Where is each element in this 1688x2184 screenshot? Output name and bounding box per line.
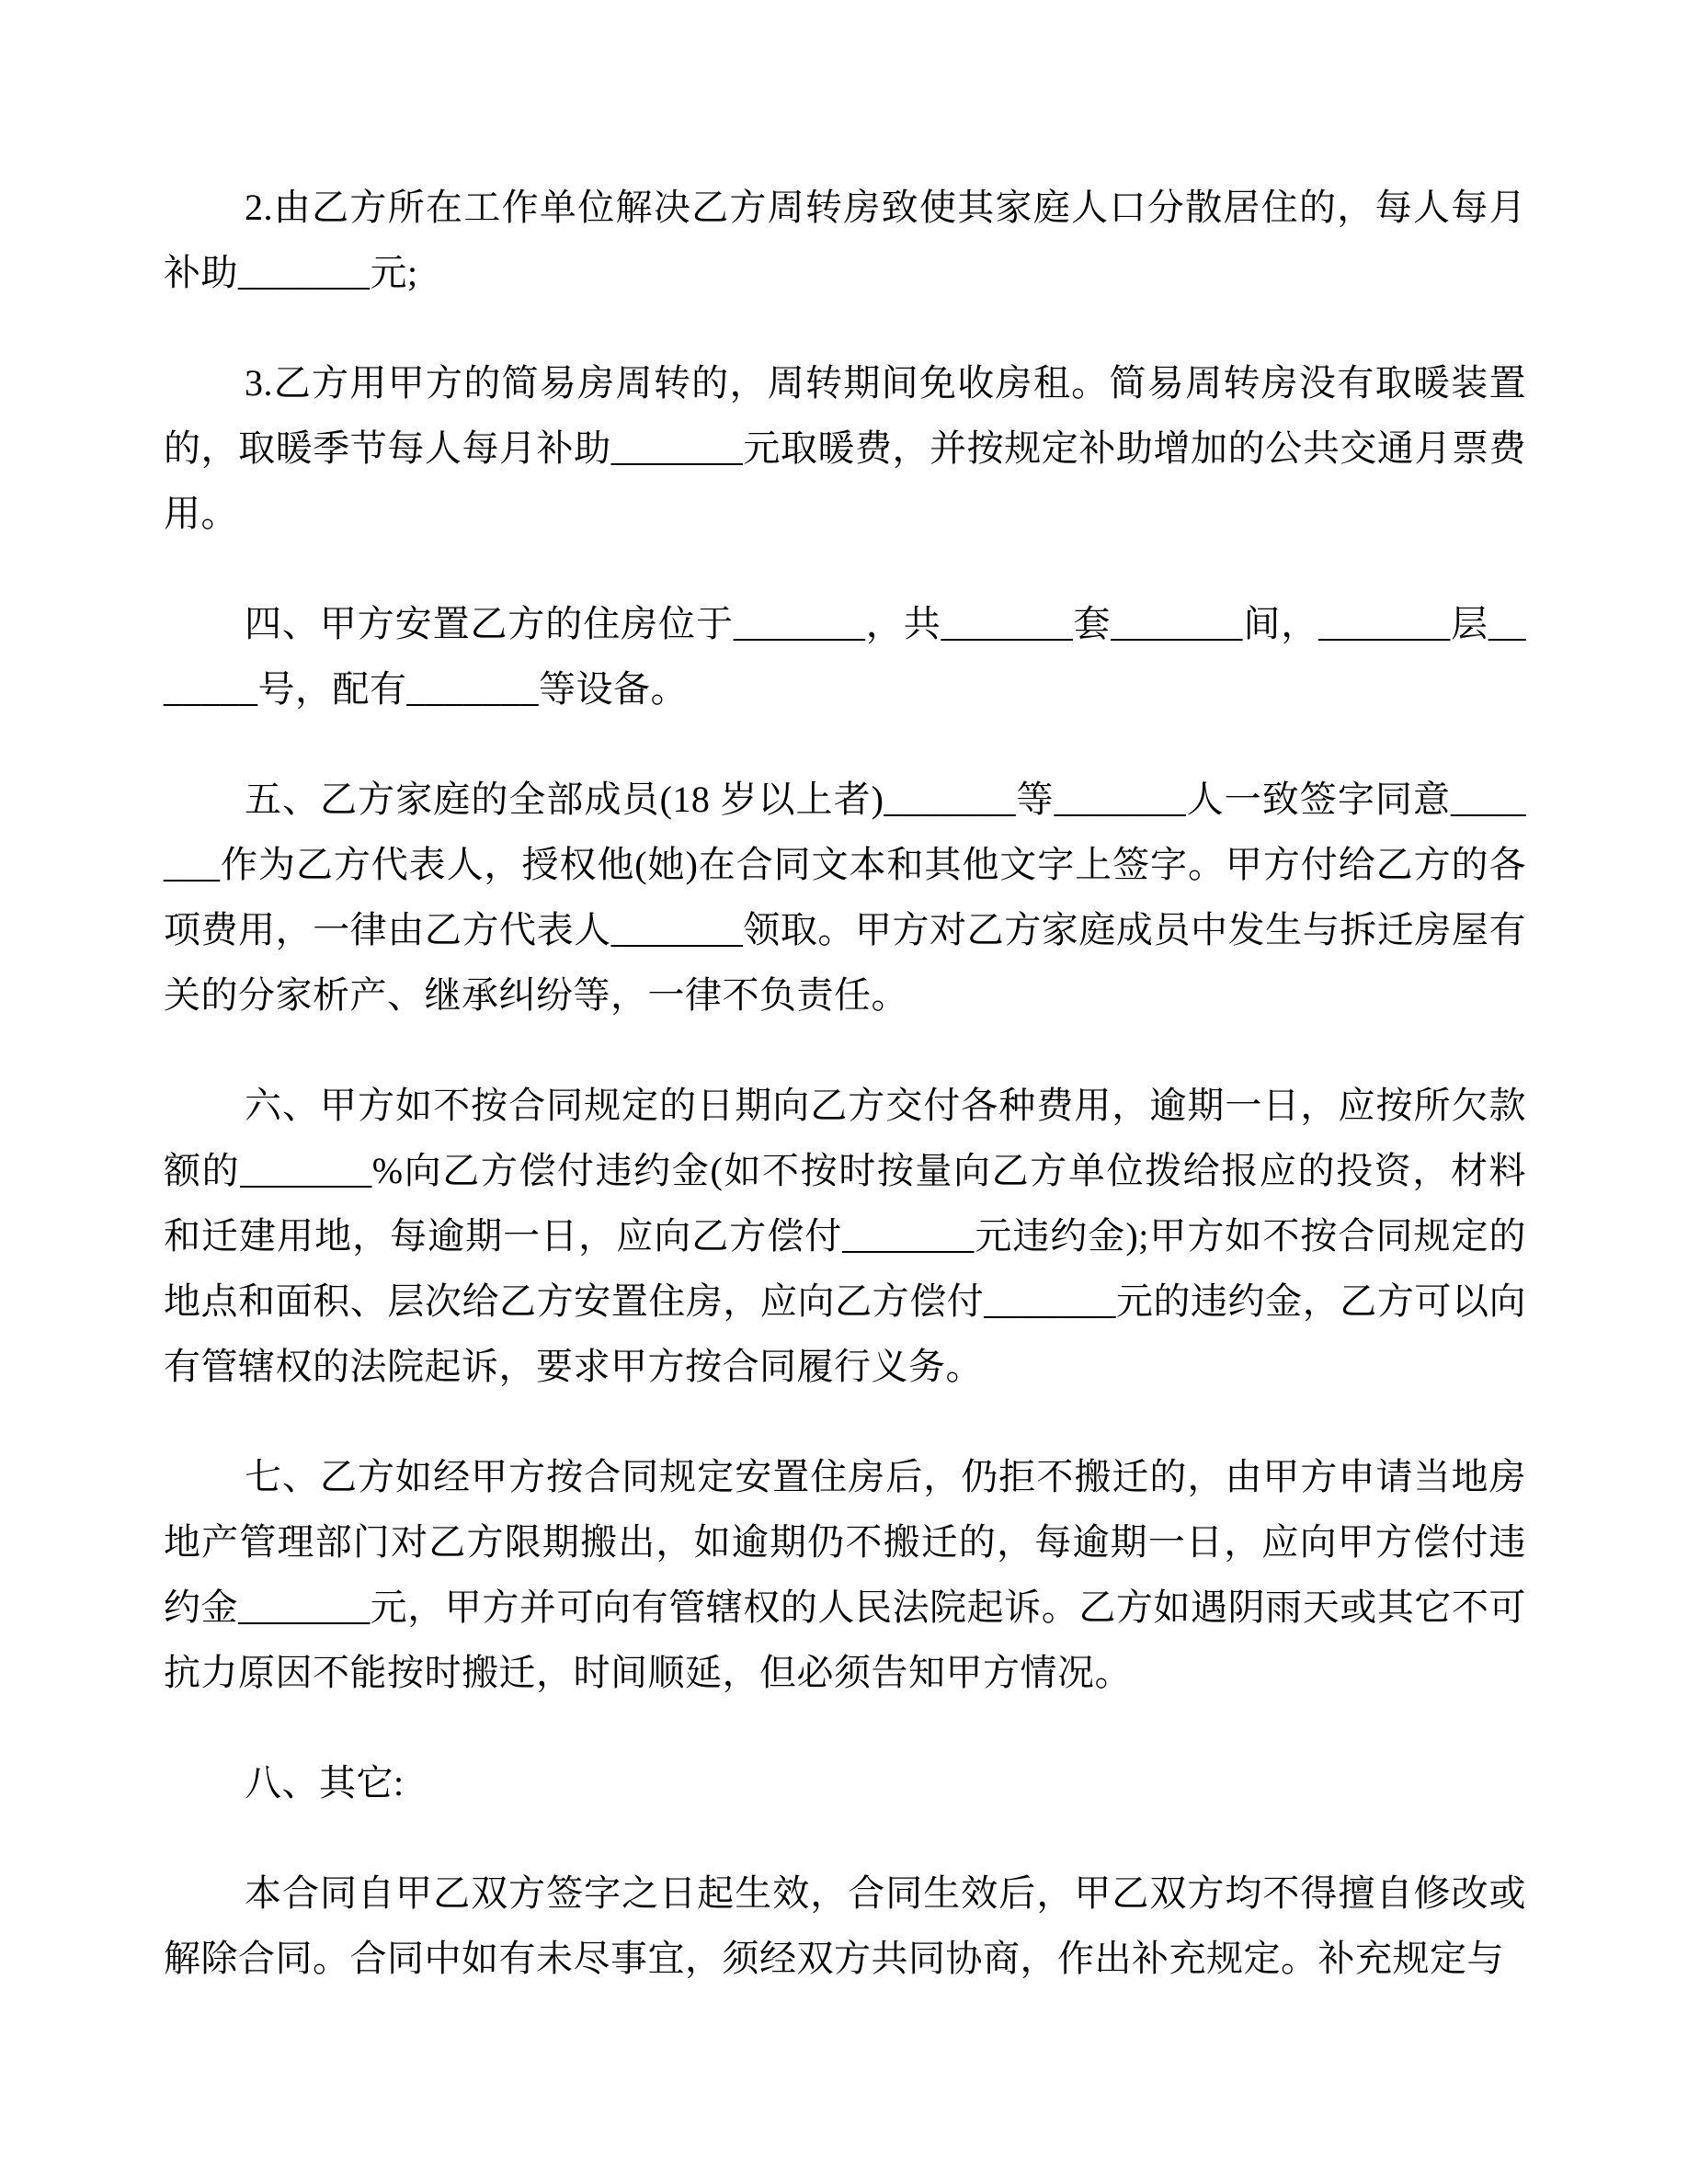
paragraph-clause-7: 七、乙方如经甲方按合同规定安置住房后，仍拒不搬迁的，由甲方申请当地房地产管理部门对乙方限期搬出，如逾期仍不搬迁的，每逾期一日，应向甲方偿付违约金_______元，甲方并可向有管辖权的人民法院起诉。乙方如遇阴雨天或其它不可抗力原因不能按时搬迁，时间顺延，但必须告知甲方情况。 [164,1456,1526,1693]
paragraph-clause-2: 2.由乙方所在工作单位解决乙方周转房致使其家庭人口分散居住的，每人每月补助_______元; [164,187,1526,293]
paragraph-clause-5: 五、乙方家庭的全部成员(18 岁以上者)_______等_______人一致签字同意_______作为乙方代表人，授权他(她)在合同文本和其他文字上签字。甲方付给乙方的各项费用，一律由乙方代表人_______领取。甲方对乙方家庭成员中发生与拆迁房屋有关的分家析产、继承纠纷等，一律不负责任。 [164,779,1526,1016]
paragraph-clause-3: 3.乙方用甲方的简易房周转的，周转期间免收房租。简易周转房没有取暖装置的，取暖季节每人每月补助_______元取暖费，并按规定补助增加的公共交通月票费用。 [164,362,1526,534]
paragraph-clause-4: 四、甲方安置乙方的住房位于_______，共_______套_______间，_______层_______号，配有_______等设备。 [164,603,1526,710]
paragraph-clause-6: 六、甲方如不按合同规定的日期向乙方交付各种费用，逾期一日，应按所欠款额的_______%向乙方偿付违约金(如不按时按量向乙方单位拨给报应的投资，材料和迁建用地，每逾期一日，应向乙方偿付_______元违约金);甲方如不按合同规定的地点和面积、层次给乙方安置住房，应向乙方偿付_______元的违约金，乙方可以向有管辖权的法院起诉，要求甲方按合同履行义务。 [164,1085,1526,1387]
paragraph-clause-8-heading: 八、其它: [245,1762,405,1803]
paragraph-effectiveness: 本合同自甲乙双方签字之日起生效，合同生效后，甲乙双方均不得擅自修改或解除合同。合同中如有未尽事宜，须经双方共同协商，作出补充规定。补充规定与 [164,1872,1526,1979]
